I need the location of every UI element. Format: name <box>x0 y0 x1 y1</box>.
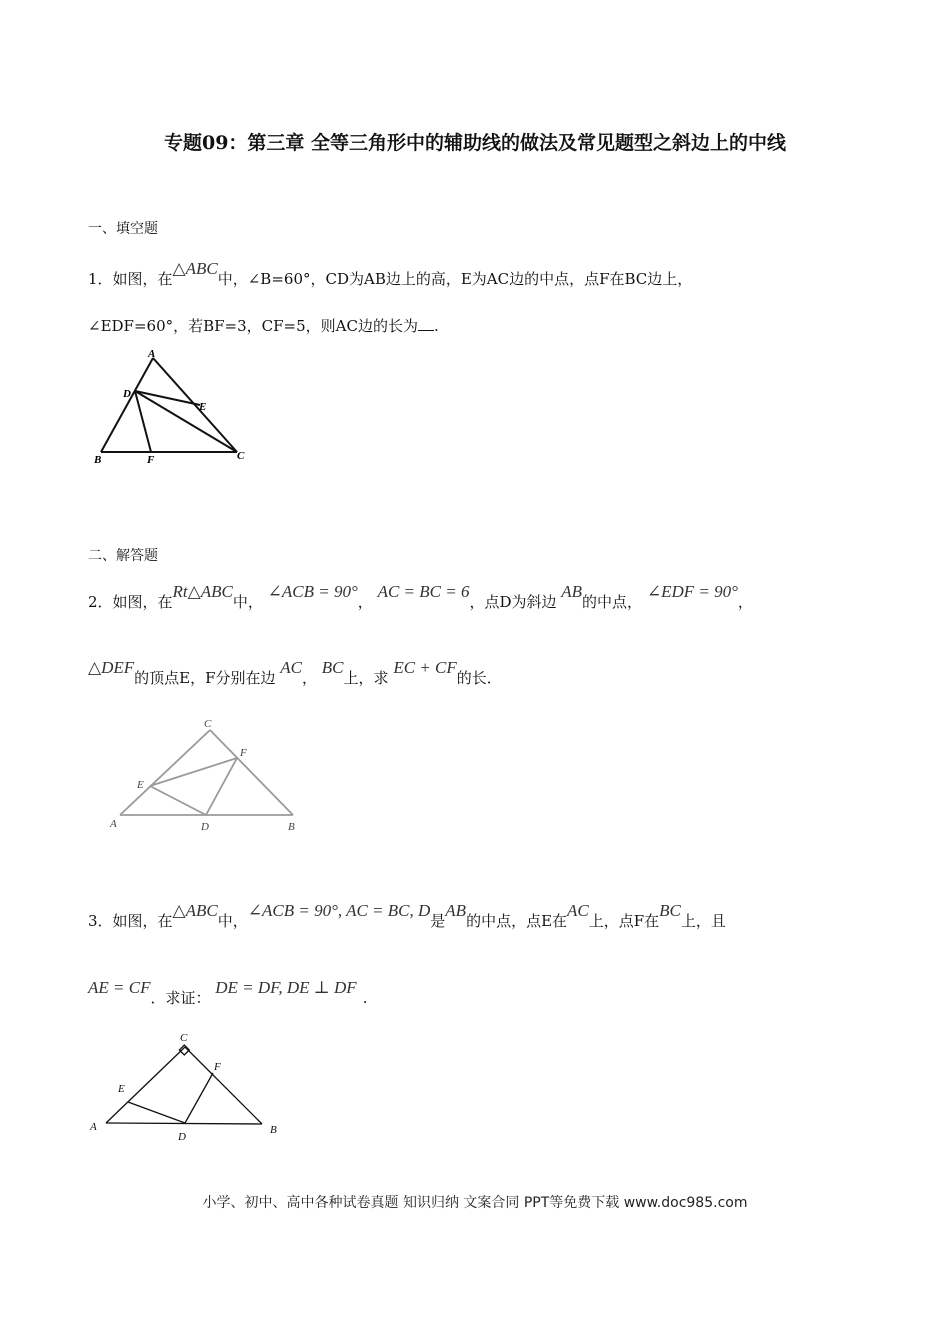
q2-math-angle-edf: ∠EDF = 90° <box>646 582 738 601</box>
segment-ed <box>150 786 206 815</box>
segment-ed <box>128 1102 185 1123</box>
answer-blank[interactable] <box>418 316 434 331</box>
label-f: F <box>147 454 155 466</box>
q2-math-triangle-def: △DEF <box>88 658 135 677</box>
q3-text: 的中点，点E在 <box>466 912 568 930</box>
footer-text: 小学、初中、高中各种试卷真题 知识归纳 文案合同 PPT等免费下载 www.doc985.com <box>202 1195 748 1211</box>
q2-math-ab: AB <box>561 582 583 601</box>
q3-math-ab: AB <box>445 901 467 920</box>
q3-text: 中， <box>217 912 248 930</box>
figure-question-3 <box>82 1025 292 1145</box>
q2-text: ，点D为斜边 <box>469 593 557 611</box>
q2-text: ， <box>357 593 373 611</box>
q3-math-triangle-abc: △ABC <box>172 901 218 920</box>
q3-text: 上，点F在 <box>588 912 660 930</box>
section-fill-blank-heading: 一、填空题 <box>88 221 158 237</box>
q2-text: ， <box>302 669 318 687</box>
question-1-text-2: ∠EDF=60°，若BF=3，CF=5，则AC边的长为 <box>88 317 418 335</box>
label-c: C <box>204 718 212 730</box>
label-d: D <box>201 821 209 833</box>
question-1-period: . <box>433 317 439 335</box>
label-b: B <box>270 1124 277 1136</box>
q3-text: 是 <box>430 912 446 930</box>
label-a: A <box>90 1121 97 1133</box>
question-3-number: 3．如图，在 <box>88 912 173 930</box>
page-title: 专题09：第三章 全等三角形中的辅助线的做法及常见题型之斜边上的中线 <box>163 132 787 154</box>
segment-fd <box>185 1073 213 1123</box>
edge-cb <box>210 730 293 815</box>
label-b: B <box>94 454 102 466</box>
q3-math-ac: AC <box>567 901 589 920</box>
label-e: E <box>137 779 144 791</box>
question-1-number: 1．如图，在 <box>88 270 173 288</box>
question-3-line-1 <box>88 901 726 931</box>
question-1-text-1: 中，∠B=60°，CD为AB边上的高，E为AC边的中点，点F在BC边上， <box>217 270 693 288</box>
q3-math-conditions: ∠ACB = 90°, AC = BC, D <box>247 901 431 920</box>
figure-question-1 <box>85 345 255 470</box>
q3-text: . <box>362 989 368 1007</box>
q2-text: 的长． <box>456 669 502 687</box>
label-a: A <box>148 348 156 360</box>
q2-math-angle-acb: ∠ACB = 90° <box>267 582 358 601</box>
label-a: A <box>110 818 117 830</box>
q1-math-triangle-abc: △ABC <box>172 259 218 278</box>
q2-math-ac: AC <box>280 658 302 677</box>
question-1-line-2 <box>88 315 439 336</box>
edge-ca <box>120 730 210 815</box>
edge-ab <box>101 358 153 452</box>
question-3-line-2 <box>88 978 368 1008</box>
q2-text: 中， <box>232 593 263 611</box>
question-2-number: 2．如图，在 <box>88 593 173 611</box>
section-answer-heading: 二、解答题 <box>88 548 158 564</box>
label-c: C <box>180 1032 188 1044</box>
figure-question-2 <box>100 712 315 837</box>
question-2-line-2 <box>88 658 502 688</box>
q2-math-rt-triangle: Rt△ABC <box>172 582 233 601</box>
q3-math-de-df: DE = DF, DE ⊥ DF <box>215 978 357 997</box>
q3-math-bc: BC <box>659 901 681 920</box>
q3-math-ae-cf: AE = CF <box>88 978 151 997</box>
segment-de <box>135 391 200 405</box>
q3-text: 上，且 <box>680 912 726 930</box>
question-2-line-1 <box>88 582 753 612</box>
question-1-line-1 <box>88 259 693 289</box>
q2-math-ec-cf: EC + CF <box>393 658 457 677</box>
label-b: B <box>288 821 295 833</box>
q2-text: ， <box>737 593 753 611</box>
q3-text: ．求证： <box>150 989 211 1007</box>
label-f: F <box>240 747 247 759</box>
label-e: E <box>118 1083 125 1095</box>
edge-ac <box>153 358 237 452</box>
label-e: E <box>199 401 207 413</box>
q2-text: 上，求 <box>343 669 389 687</box>
label-d: D <box>123 388 131 400</box>
segment-dc <box>135 391 237 452</box>
q2-math-bc: BC <box>321 658 344 677</box>
q2-math-ac-bc: AC = BC = 6 <box>377 582 470 601</box>
label-d: D <box>178 1131 186 1143</box>
label-c: C <box>237 450 245 462</box>
edge-cb <box>185 1047 262 1124</box>
q2-text: 的顶点E，F分别在边 <box>134 669 276 687</box>
label-f: F <box>214 1061 221 1073</box>
q2-text: 的中点， <box>582 593 643 611</box>
